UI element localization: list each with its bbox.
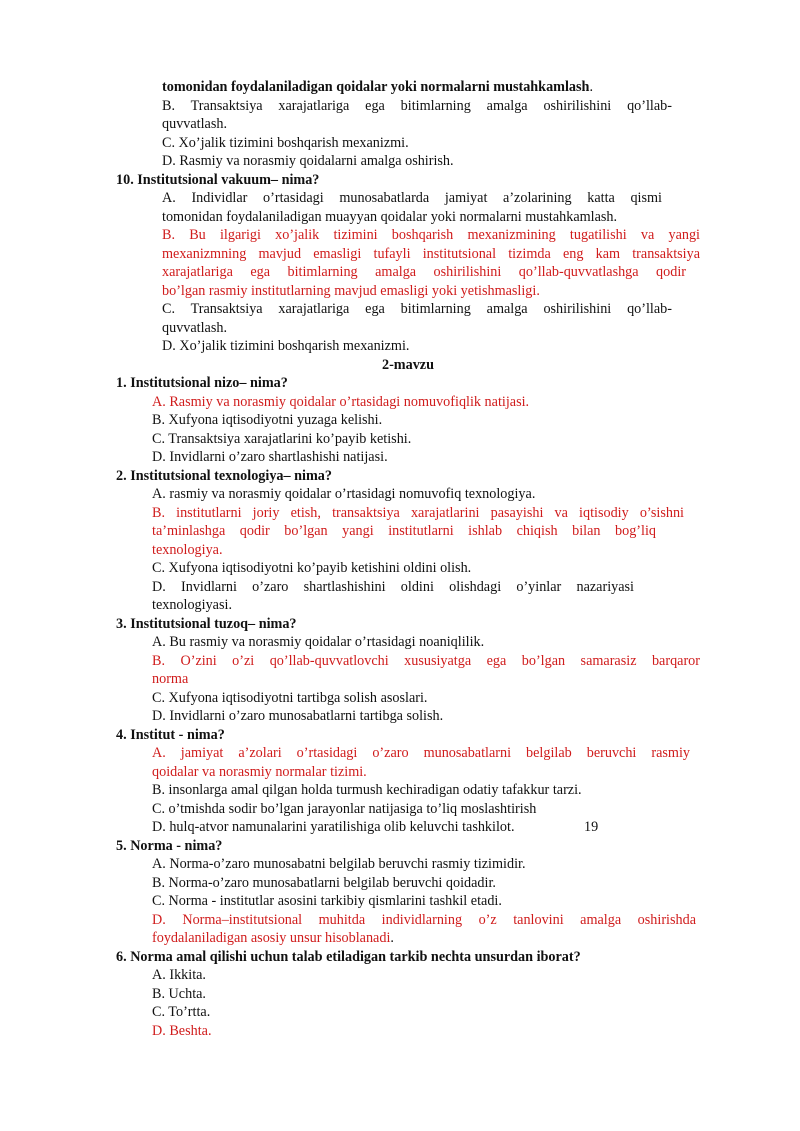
q10-answer-c-line2: quvvatlash. — [162, 320, 228, 336]
section-heading: 2-mavzu — [381, 357, 434, 373]
t2-question-6-title: 6. Norma amal qilishi uchun talab etiladigan tarkib nechta unsurdan iborat? — [116, 949, 581, 965]
t2-q2-answer-c: C. Xufyona iqtisodiyotni ko’payib ketishini oldini olish. — [152, 560, 472, 576]
t2-q3-answer-b-line1: B. O’zini o’zi qo’llab-quvvatlovchi xususiyatga ega bo’lgan samarasiz barqaror — [152, 653, 700, 669]
t2-q4-answer-d: D. hulq-atvor namunalarini yaratilishiga olib keluvchi tashkilot. — [152, 819, 515, 835]
prev-answer-b-line1: B. Transaktsiya xarajatlariga ega bitimlarning amalga oshirilishini qo’llab- — [162, 98, 672, 114]
q10-answer-a-line2: tomonidan foydalaniladigan muayyan qoidalar yoki normalarni mustahkamlash. — [162, 209, 618, 225]
t2-q2-answer-d-line1: D. Invidlarni o’zaro shartlashishini oldini olishdagi o’yinlar nazariyasi — [152, 579, 634, 595]
t2-q5-answer-d-line1: D. Norma–institutsional muhitda individlarning o’z tanlovini amalga oshirishda — [152, 912, 696, 928]
t2-question-4-title: 4. Institut - nima? — [116, 727, 225, 743]
t2-q3-answer-b-line2: norma — [152, 671, 189, 687]
t2-q6-answer-c: C. To’rtta. — [152, 1004, 211, 1020]
t2-q2-answer-b-line3: texnologiya. — [152, 542, 223, 558]
t2-q2-answer-a: A. rasmiy va norasmiy qoidalar o’rtasidagi nomuvofiq texnologiya. — [152, 486, 536, 502]
t2-q4-answer-a-line1: A. jamiyat a’zolari o’rtasidagi o’zaro munosabatlarni belgilab beruvchi rasmiy — [152, 745, 690, 761]
q10-answer-b-line3: xarajatlariga ega bitimlarning amalga oshirilishini qo’llab-quvvatlashga qodir — [162, 264, 686, 280]
t2-q3-answer-c: C. Xufyona iqtisodiyotni tartibga solish asoslari. — [152, 690, 428, 706]
t2-q5-answer-a: A. Norma-o’zaro munosabatni belgilab beruvchi rasmiy tizimidir. — [152, 856, 526, 872]
q10-answer-b-line2: mexanizmning mavjud emasligi tufayli institutsional tizimda eng kam transaktsiya — [162, 246, 700, 262]
t2-question-3-title: 3. Institutsional tuzoq– nima? — [116, 616, 297, 632]
t2-q1-answer-a: A. Rasmiy va norasmiy qoidalar o’rtasidagi nomuvofiqlik natijasi. — [152, 394, 530, 410]
t2-q1-answer-c: C. Transaktsiya xarajatlarini ko’payib ketishi. — [152, 431, 412, 447]
prev-answer-a-tail: tomonidan foydalaniladigan qoidalar yoki normalarni mustahkamlash. — [162, 79, 593, 95]
q10-answer-a-line1: A. Individlar o’rtasidagi munosabatlarda jamiyat a’zolarining katta qismi — [162, 190, 662, 206]
t2-q3-answer-a: A. Bu rasmiy va norasmiy qoidalar o’rtasidagi noaniqlilik. — [152, 634, 485, 650]
t2-q2-answer-d-line2: texnologiyasi. — [152, 597, 232, 613]
t2-q2-answer-b-line1: B. institutlarni joriy etish, transaktsiya xarajatlarini pasayishi va iqtisodiy o’sishni — [152, 505, 684, 521]
question-10-title: 10. Institutsional vakuum– nima? — [116, 172, 320, 188]
t2-q5-answer-c: C. Norma - institutlar asosini tarkibiy qismlarini tashkil etadi. — [152, 893, 502, 909]
t2-q5-answer-b: B. Norma-o’zaro munosabatlarni belgilab beruvchi qoidadir. — [152, 875, 496, 891]
t2-q6-answer-b: B. Uchta. — [152, 986, 206, 1002]
t2-q6-answer-a: A. Ikkita. — [152, 967, 206, 983]
t2-q2-answer-b-line2: ta’minlashga qodir bo’lgan yangi institutlarni ishlab chiqish bilan bog’liq — [152, 523, 656, 539]
t2-q1-answer-d: D. Invidlarni o’zaro shartlashishi natijasi. — [152, 449, 388, 465]
t2-q6-answer-d: D. Beshta. — [152, 1023, 212, 1039]
prev-answer-c: C. Xo’jalik tizimini boshqarish mexanizmi. — [162, 135, 409, 151]
t2-q4-answer-c: C. o’tmishda sodir bo’lgan jarayonlar natijasiga to’liq moslashtirish — [152, 801, 537, 817]
t2-q4-answer-b: B. insonlarga amal qilgan holda turmush kechiradigan odatiy tafakkur tarzi. — [152, 782, 582, 798]
t2-q4-answer-a-line2: qoidalar va norasmiy normalar tizimi. — [152, 764, 367, 780]
page-number: 19 — [584, 819, 599, 835]
q10-answer-b-line4: bo’lgan rasmiy institutlarning mavjud emasligi yoki yetishmasligi. — [162, 283, 540, 299]
t2-question-5-title: 5. Norma - nima? — [116, 838, 223, 854]
t2-q5-answer-d-line2: foydalaniladigan asosiy unsur hisoblanadi. — [152, 930, 394, 946]
t2-q3-answer-d: D. Invidlarni o’zaro munosabatlarni tartibga solish. — [152, 708, 444, 724]
t2-q1-answer-b: B. Xufyona iqtisodiyotni yuzaga kelishi. — [152, 412, 383, 428]
t2-question-2-title: 2. Institutsional texnologiya– nima? — [116, 468, 332, 484]
q10-answer-d: D. Xo’jalik tizimini boshqarish mexanizmi. — [162, 338, 410, 354]
q10-answer-c-line1: C. Transaktsiya xarajatlariga ega bitimlarning amalga oshirilishini qo’llab- — [162, 301, 672, 317]
prev-answer-b-line2: quvvatlash. — [162, 116, 228, 132]
q10-answer-b-line1: B. Bu ilgarigi xo’jalik tizimini boshqarish mexanizmining tugatilishi va yangi — [162, 227, 700, 243]
t2-question-1-title: 1. Institutsional nizo– nima? — [116, 375, 288, 391]
prev-answer-d: D. Rasmiy va norasmiy qoidalarni amalga oshirish. — [162, 153, 454, 169]
